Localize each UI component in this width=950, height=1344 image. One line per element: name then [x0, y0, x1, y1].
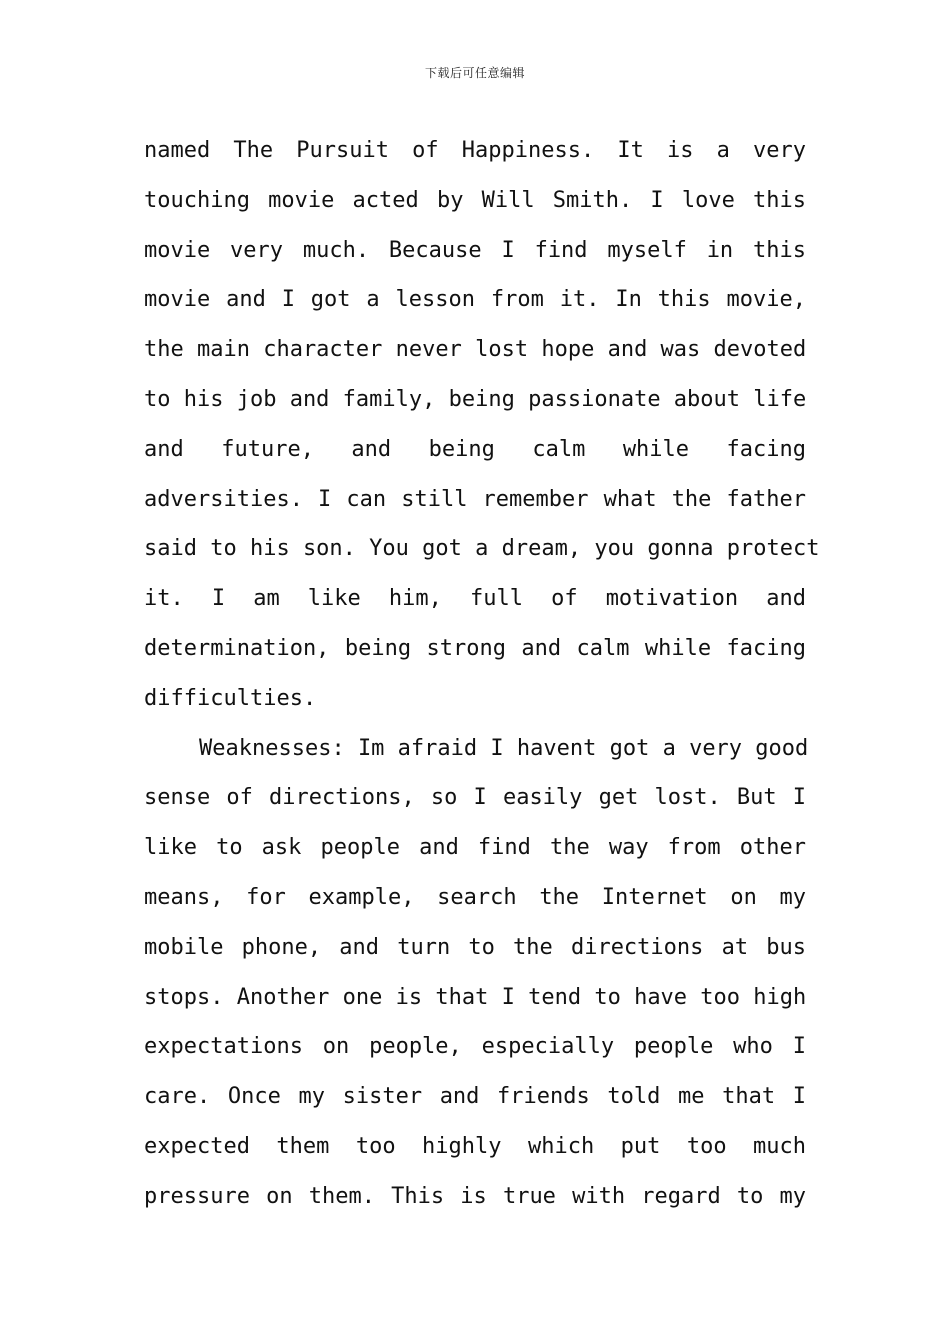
text-line: movie and I got a lesson from it. In this movie,: [144, 287, 806, 313]
text-line: care. Once my sister and friends told me that I: [144, 1084, 806, 1110]
text-line: expected them too highly which put too much: [144, 1133, 806, 1159]
text-line: and future, and being calm while facing: [144, 436, 806, 462]
paragraph-strengths: [144, 126, 820, 724]
text-line: like to ask people and find the way from other: [144, 835, 806, 861]
text-line: difficulties.: [144, 685, 317, 711]
text-line: Weaknesses: Im afraid I havent got a very good: [199, 735, 809, 761]
text-line: adversities. I can still remember what the father: [144, 486, 806, 512]
text-line: determination, being strong and calm while facing: [144, 635, 806, 661]
text-line: the main character never lost hope and was devoted: [144, 337, 807, 363]
text-line: means, for example, search the Internet on my: [144, 884, 806, 910]
text-line: pressure on them. This is true with regard to my: [144, 1183, 806, 1209]
text-line: it. I am like him, full of motivation and: [144, 586, 806, 612]
text-line: to his job and family, being passionate about life: [144, 386, 807, 412]
text-line: movie very much. Because I find myself in this: [144, 237, 806, 263]
text-line: said to his son. You got a dream, you gonna protect: [144, 536, 820, 562]
text-line: sense of directions, so I easily get lost. But I: [144, 785, 806, 811]
document-body: [144, 126, 820, 1222]
text-line: stops. Another one is that I tend to have too high: [144, 984, 807, 1010]
text-line: named The Pursuit of Happiness. It is a very: [144, 138, 806, 163]
page-header: 下载后可任意编辑: [424, 66, 525, 80]
text-line: mobile phone, and turn to the directions at bus: [144, 934, 806, 960]
paragraph-weaknesses: [144, 724, 809, 1222]
text-line: expectations on people, especially people who I: [144, 1034, 806, 1060]
text-line: touching movie acted by Will Smith. I love this: [144, 187, 806, 213]
